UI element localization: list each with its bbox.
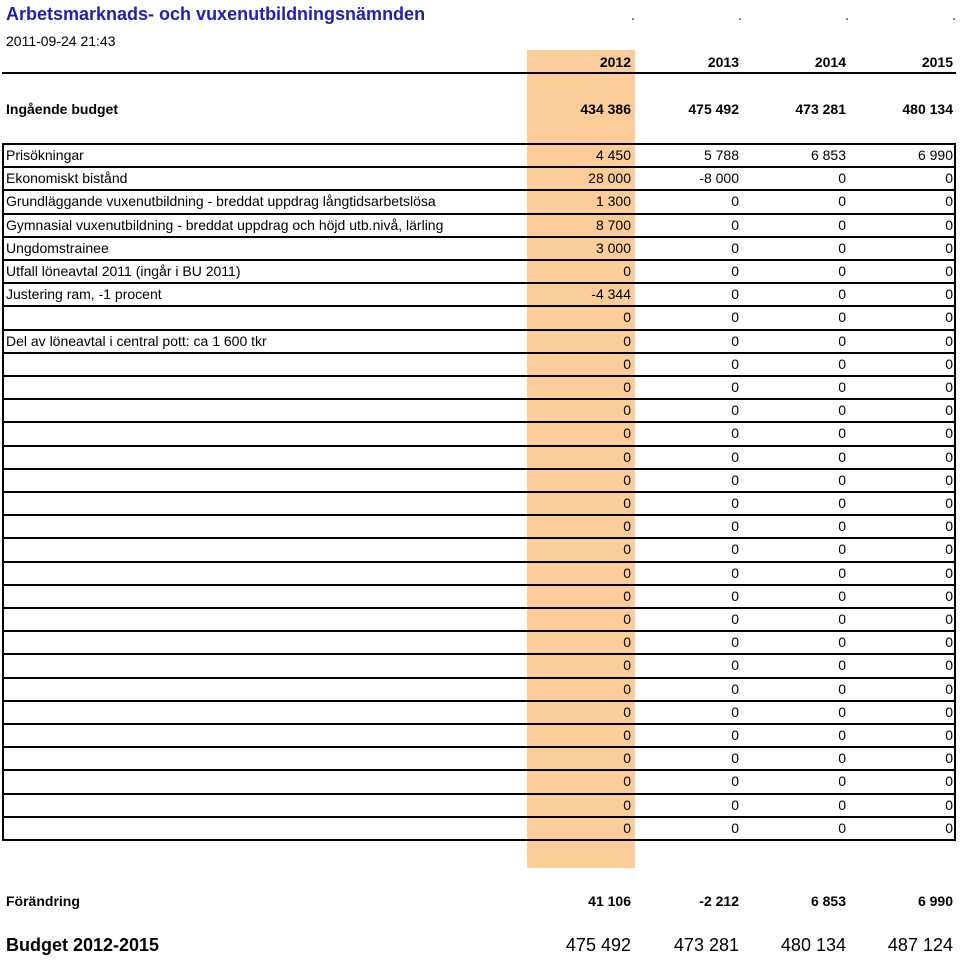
table-cell: 8 700 [595, 216, 631, 233]
table-cell: 0 [623, 355, 631, 372]
table-cell: 0 [945, 216, 953, 233]
table-cell: 0 [623, 518, 631, 535]
table-row-divider [2, 259, 956, 261]
table-cell: 0 [623, 425, 631, 442]
table-cell: 0 [731, 263, 739, 279]
table-cell: 0 [838, 355, 846, 372]
decorative-dot [739, 18, 741, 20]
table-row-label: Prisökningar [6, 147, 84, 163]
ingaende-value: 475 492 [688, 101, 739, 117]
table-cell: 1 300 [595, 193, 631, 210]
table-cell: 0 [731, 216, 739, 233]
decorative-dot [632, 18, 634, 20]
table-cell: 0 [838, 379, 846, 395]
table-cell: 0 [623, 796, 631, 813]
table-cell: 0 [731, 402, 739, 419]
table-cell: 0 [731, 239, 739, 256]
forandring-value: 6 990 [917, 893, 953, 909]
table-cell: 0 [945, 634, 953, 651]
forandring-label: Förändring [6, 893, 80, 909]
table-row-divider [2, 561, 956, 563]
table-row-divider [2, 329, 956, 331]
table-row-divider [2, 537, 956, 539]
header-rule [2, 72, 956, 74]
table-cell: 0 [731, 425, 739, 442]
table-cell: 0 [623, 819, 631, 836]
table-row-divider [2, 445, 956, 447]
table-cell: 0 [623, 402, 631, 419]
table-cell: 0 [731, 355, 739, 372]
table-cell: 0 [731, 819, 739, 836]
table-cell: 0 [945, 170, 953, 187]
table-cell: 0 [945, 402, 953, 419]
table-cell: 0 [623, 750, 631, 767]
table-row-label: Ekonomiskt bistånd [6, 170, 128, 187]
table-border [2, 143, 4, 841]
table-cell: 0 [838, 680, 846, 697]
table-cell: 0 [945, 796, 953, 813]
table-cell: -8 000 [699, 170, 739, 187]
table-row-divider [2, 398, 956, 400]
table-cell: 0 [838, 239, 846, 256]
table-cell: 0 [945, 495, 953, 511]
decorative-dot [953, 18, 955, 20]
year-2012: 2012 [599, 54, 631, 70]
table-row-divider [2, 816, 956, 818]
table-cell: 0 [623, 587, 631, 604]
table-cell: 0 [945, 332, 953, 349]
ingaende-value: 480 134 [902, 101, 953, 117]
table-cell: 0 [838, 703, 846, 720]
table-row-label: Ungdomstrainee [6, 239, 109, 256]
table-cell: 0 [731, 379, 739, 395]
table-cell: 0 [623, 448, 631, 465]
table-row-divider [2, 607, 956, 609]
table-cell: 0 [945, 425, 953, 442]
table-cell: 0 [623, 703, 631, 720]
table-row-divider [2, 143, 956, 145]
forandring-value: -2 212 [699, 893, 739, 909]
table-cell: 0 [838, 750, 846, 767]
table-cell: 0 [838, 727, 846, 743]
table-cell: 0 [838, 657, 846, 674]
table-row-divider [2, 421, 956, 423]
table-cell: 0 [838, 541, 846, 558]
table-cell: 3 000 [595, 239, 631, 256]
table-cell: 0 [623, 773, 631, 790]
table-cell: 0 [945, 471, 953, 488]
budget-total-label: Budget 2012-2015 [6, 935, 160, 955]
table-cell: 6 990 [917, 147, 953, 163]
table-cell: 0 [623, 634, 631, 651]
table-cell: 0 [945, 518, 953, 535]
table-row-divider [2, 352, 956, 354]
table-cell: 0 [945, 587, 953, 604]
budget-total-value: 480 134 [780, 935, 846, 955]
year-2015: 2015 [921, 54, 953, 70]
table-row-divider [2, 514, 956, 516]
table-cell: 0 [623, 263, 631, 279]
table-cell: 0 [945, 286, 953, 303]
table-cell: 0 [731, 796, 739, 813]
table-cell: 0 [945, 355, 953, 372]
table-row-divider [2, 584, 956, 586]
table-cell: 0 [623, 657, 631, 674]
table-cell: 0 [623, 309, 631, 326]
table-cell: 0 [838, 587, 846, 604]
table-cell: 0 [731, 518, 739, 535]
table-cell: 0 [838, 402, 846, 419]
table-cell: 0 [731, 587, 739, 604]
table-cell: 0 [731, 773, 739, 790]
ingaende-value: 434 386 [580, 101, 631, 117]
table-cell: 0 [838, 448, 846, 465]
year-2013: 2013 [707, 54, 739, 70]
table-cell: 0 [838, 495, 846, 511]
table-cell: 0 [945, 448, 953, 465]
table-cell: 0 [731, 448, 739, 465]
table-cell: 0 [731, 309, 739, 326]
table-cell: 0 [731, 750, 739, 767]
table-row-divider [2, 282, 956, 284]
table-cell: 0 [731, 657, 739, 674]
table-cell: 0 [945, 263, 953, 279]
table-cell: 0 [945, 773, 953, 790]
table-row-divider [2, 769, 956, 771]
table-cell: 0 [838, 471, 846, 488]
table-cell: 0 [838, 796, 846, 813]
table-cell: 0 [623, 564, 631, 581]
table-cell: 0 [623, 727, 631, 743]
table-row-divider [2, 677, 956, 679]
table-cell: 4 450 [595, 147, 631, 163]
table-cell: 0 [838, 773, 846, 790]
table-row-label: Gymnasial vuxenutbildning - breddat uppdrag och höjd utb.nivå, lärling [6, 216, 444, 233]
table-row-divider [2, 700, 956, 702]
table-row-divider [2, 305, 956, 307]
table-cell: 0 [945, 379, 953, 395]
table-cell: 0 [945, 611, 953, 627]
table-cell: 0 [945, 819, 953, 836]
table-cell: 0 [623, 379, 631, 395]
table-row-label: Grundläggande vuxenutbildning - breddat uppdrag långtidsarbetslösa [6, 193, 436, 210]
table-cell: 0 [838, 263, 846, 279]
table-cell: 0 [945, 309, 953, 326]
decorative-dot [846, 18, 848, 20]
budget-total-value: 473 281 [673, 935, 739, 955]
table-cell: 0 [838, 425, 846, 442]
ingaende-value: 473 281 [795, 101, 846, 117]
table-cell: 0 [623, 611, 631, 627]
table-row-label: Justering ram, -1 procent [6, 286, 162, 303]
table-row-divider [2, 839, 956, 841]
table-cell: 0 [731, 727, 739, 743]
year-2014: 2014 [814, 54, 846, 70]
table-cell: 0 [838, 193, 846, 210]
table-row-divider [2, 468, 956, 470]
table-cell: 0 [838, 819, 846, 836]
table-cell: 0 [838, 634, 846, 651]
table-row-divider [2, 723, 956, 725]
table-cell: 0 [623, 680, 631, 697]
table-row-divider [2, 793, 956, 795]
ingaende-budget-label: Ingående budget [6, 101, 118, 117]
table-cell: 0 [945, 727, 953, 743]
table-cell: 5 788 [703, 147, 739, 163]
table-cell: 0 [623, 471, 631, 488]
table-cell: 0 [623, 495, 631, 511]
table-cell: -4 344 [591, 286, 631, 303]
table-cell: 0 [731, 680, 739, 697]
table-cell: 0 [945, 193, 953, 210]
table-cell: 0 [838, 286, 846, 303]
table-row-divider [2, 491, 956, 493]
table-cell: 0 [731, 193, 739, 210]
timestamp: 2011-09-24 21:43 [6, 33, 116, 49]
table-cell: 0 [731, 495, 739, 511]
table-cell: 0 [731, 471, 739, 488]
table-cell: 0 [838, 332, 846, 349]
table-row-label: Del av löneavtal i central pott: ca 1 600 tkr [6, 332, 267, 349]
table-cell: 0 [731, 332, 739, 349]
table-cell: 0 [945, 680, 953, 697]
table-cell: 0 [838, 309, 846, 326]
table-cell: 6 853 [810, 147, 846, 163]
table-row-divider [2, 653, 956, 655]
table-cell: 0 [731, 564, 739, 581]
table-cell: 0 [945, 750, 953, 767]
table-cell: 0 [623, 541, 631, 558]
table-cell: 0 [731, 611, 739, 627]
table-cell: 0 [945, 703, 953, 720]
forandring-value: 41 106 [588, 893, 631, 909]
table-cell: 0 [731, 541, 739, 558]
table-row-divider [2, 746, 956, 748]
table-cell: 0 [945, 564, 953, 581]
table-row-divider [2, 166, 956, 168]
table-cell: 0 [945, 657, 953, 674]
table-cell: 28 000 [588, 170, 631, 187]
budget-total-value: 487 124 [887, 935, 953, 955]
table-row-divider [2, 236, 956, 238]
table-row-divider [2, 213, 956, 215]
table-cell: 0 [838, 216, 846, 233]
table-cell: 0 [945, 541, 953, 558]
budget-total-value: 475 492 [565, 935, 631, 955]
table-row-label: Utfall löneavtal 2011 (ingår i BU 2011) [6, 263, 241, 279]
table-cell: 0 [838, 518, 846, 535]
forandring-value: 6 853 [810, 893, 846, 909]
table-cell: 0 [838, 611, 846, 627]
table-cell: 0 [623, 332, 631, 349]
table-cell: 0 [838, 170, 846, 187]
table-row-divider [2, 375, 956, 377]
table-border [954, 143, 956, 841]
table-row-divider [2, 630, 956, 632]
page-title: Arbetsmarknads- och vuxenutbildningsnämnden [6, 4, 426, 24]
table-row-divider [2, 189, 956, 191]
table-cell: 0 [731, 634, 739, 651]
table-cell: 0 [838, 564, 846, 581]
table-cell: 0 [731, 286, 739, 303]
table-cell: 0 [945, 239, 953, 256]
table-cell: 0 [731, 703, 739, 720]
